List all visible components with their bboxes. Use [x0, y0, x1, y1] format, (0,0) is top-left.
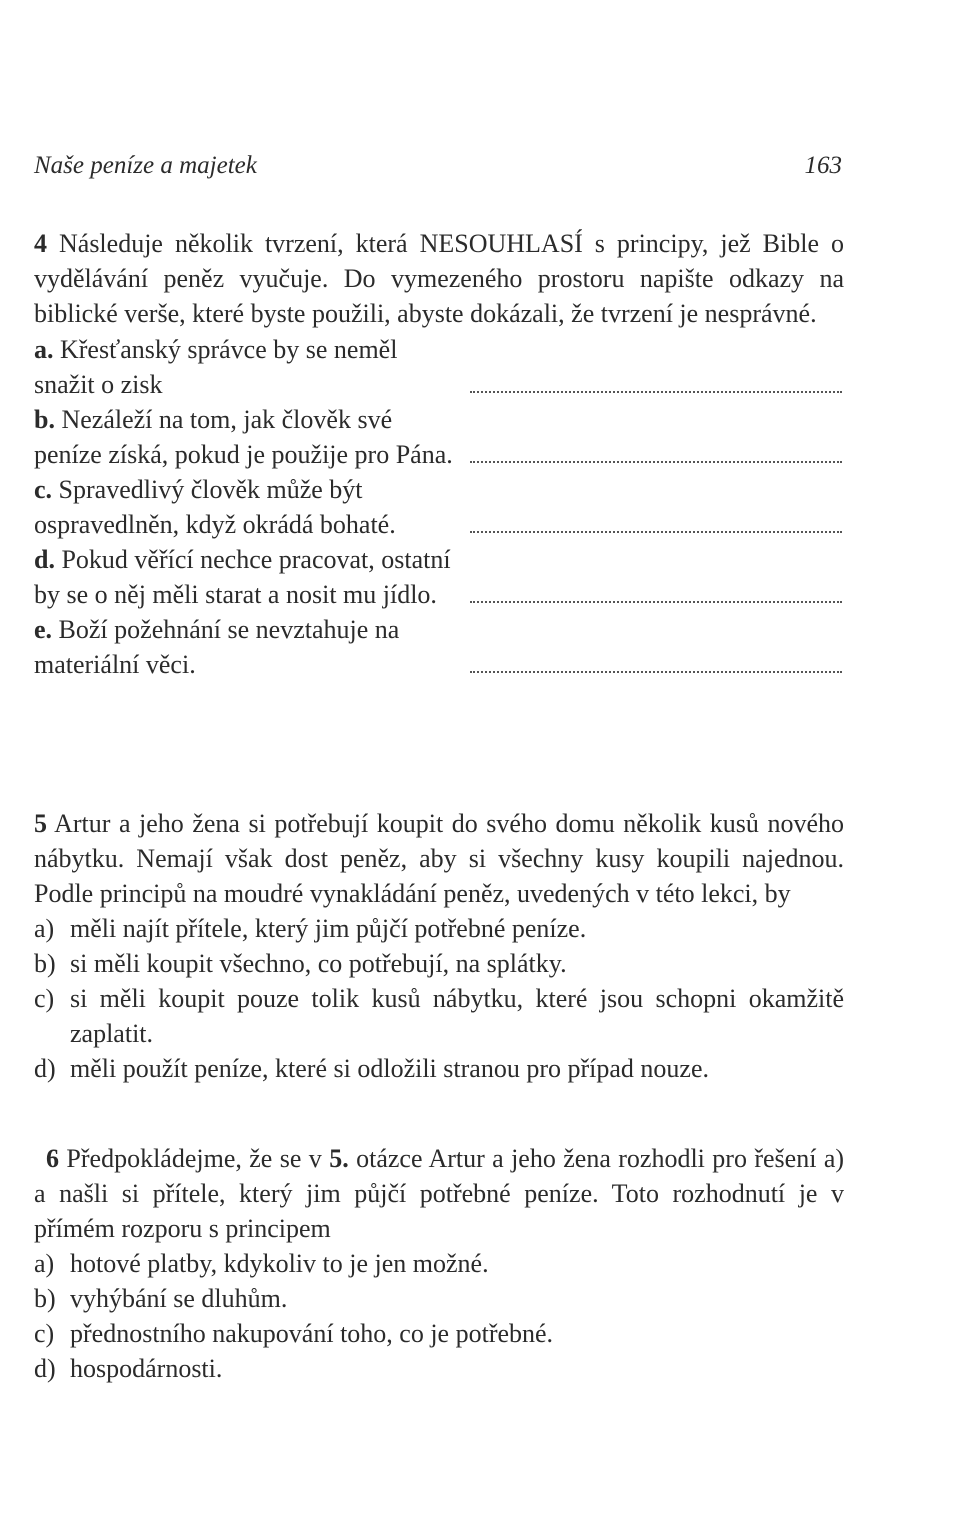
question-number: 5 — [34, 809, 47, 838]
statement-text: Křesťanský správce by se neměl snažit o zisk — [34, 335, 398, 399]
option-text: si měli koupit pouze tolik kusů nábytku, které jsou schopni okamžitě zaplatit. — [70, 984, 844, 1048]
option-label: a) — [34, 914, 55, 943]
statement-text: Boží požehnání se nevztahuje na materiální věci. — [34, 615, 400, 679]
statement-label: b. — [34, 405, 55, 434]
option-label: a) — [34, 1249, 55, 1278]
question-6-intro — [34, 1141, 844, 1246]
option-label: d) — [34, 1054, 56, 1083]
option-text: hospodárnosti. — [70, 1354, 223, 1383]
answer-option[interactable] — [34, 1281, 844, 1316]
page-number: 163 — [804, 152, 842, 179]
statement-text: Spravedlivý člověk může být ospravedlněn, když okrádá bohaté. — [34, 475, 396, 539]
question-text: Následuje několik tvrzení, která NESOUHLASÍ s principy, jež Bible o vydělávání peněz vyučuje. Do vymezeného prostoru napište odkazy na biblické verše, které byste použili, abyste dokázali, že tvrzení je nesprávné. — [34, 229, 845, 328]
answer-options — [34, 1246, 844, 1386]
answer-option[interactable] — [34, 911, 844, 946]
question-text: Předpokládejme, že se v — [66, 1144, 322, 1173]
statement-list — [34, 332, 844, 682]
statement-label: a. — [34, 335, 54, 364]
answer-option[interactable] — [34, 946, 844, 981]
answer-line[interactable] — [470, 461, 842, 463]
option-label: b) — [34, 1284, 56, 1313]
statement-label: e. — [34, 615, 53, 644]
answer-option[interactable] — [34, 1351, 844, 1386]
statement-item — [34, 612, 844, 682]
question-number: 4 — [34, 229, 47, 258]
answer-option[interactable] — [34, 1051, 844, 1086]
answer-line[interactable] — [470, 671, 842, 673]
option-label: c) — [34, 1319, 55, 1348]
question-5-intro — [34, 806, 844, 911]
running-header — [34, 152, 842, 186]
option-label: c) — [34, 984, 55, 1013]
answer-line[interactable] — [470, 391, 842, 393]
option-text: hotové platby, kdykoliv to je jen možné. — [70, 1249, 489, 1278]
chapter-title: Naše peníze a majetek — [34, 152, 257, 179]
question-4 — [34, 226, 844, 682]
question-5 — [34, 806, 844, 1086]
answer-option[interactable] — [34, 981, 844, 1051]
question-reference: 5. — [329, 1144, 349, 1173]
option-text: měli použít peníze, které si odložili stranou pro případ nouze. — [70, 1054, 709, 1083]
answer-line[interactable] — [470, 601, 842, 603]
statement-item — [34, 542, 844, 612]
statement-label: c. — [34, 475, 53, 504]
statement-item — [34, 402, 844, 472]
question-number: 6 — [46, 1144, 59, 1173]
option-label: b) — [34, 949, 56, 978]
statement-item — [34, 472, 844, 542]
question-6 — [34, 1141, 844, 1386]
answer-options — [34, 911, 844, 1086]
answer-option[interactable] — [34, 1246, 844, 1281]
statement-item — [34, 332, 844, 402]
answer-option[interactable] — [34, 1316, 844, 1351]
option-text: přednostního nakupování toho, co je potřebné. — [70, 1319, 554, 1348]
option-label: d) — [34, 1354, 56, 1383]
statement-text: Pokud věřící nechce pracovat, ostatní by se o něj měli starat a nosit mu jídlo. — [34, 545, 451, 609]
question-text: Artur a jeho žena si potřebují koupit do svého domu několik kusů nového nábytku. Nemají však dost peněz, aby si všechny kusy koupili najednou. Podle principů na moudré vynakládání peněz, uvedených v této lekci, by — [34, 809, 844, 908]
option-text: měli najít přítele, který jim půjčí potřebné peníze. — [70, 914, 587, 943]
answer-line[interactable] — [470, 531, 842, 533]
option-text: vyhýbání se dluhům. — [70, 1284, 288, 1313]
option-text: si měli koupit všechno, co potřebují, na splátky. — [70, 949, 567, 978]
question-4-intro — [34, 226, 844, 331]
statement-text: Nezáleží na tom, jak člověk své peníze získá, pokud je použije pro Pána. — [34, 405, 453, 469]
statement-label: d. — [34, 545, 55, 574]
question-text-cont: otázce Artur a jeho žena rozhodli pro řešení a) a našli si přítele, který jim půjčí potřebné peníze. Toto rozhodnutí je v přímém rozporu s principem — [34, 1144, 845, 1243]
